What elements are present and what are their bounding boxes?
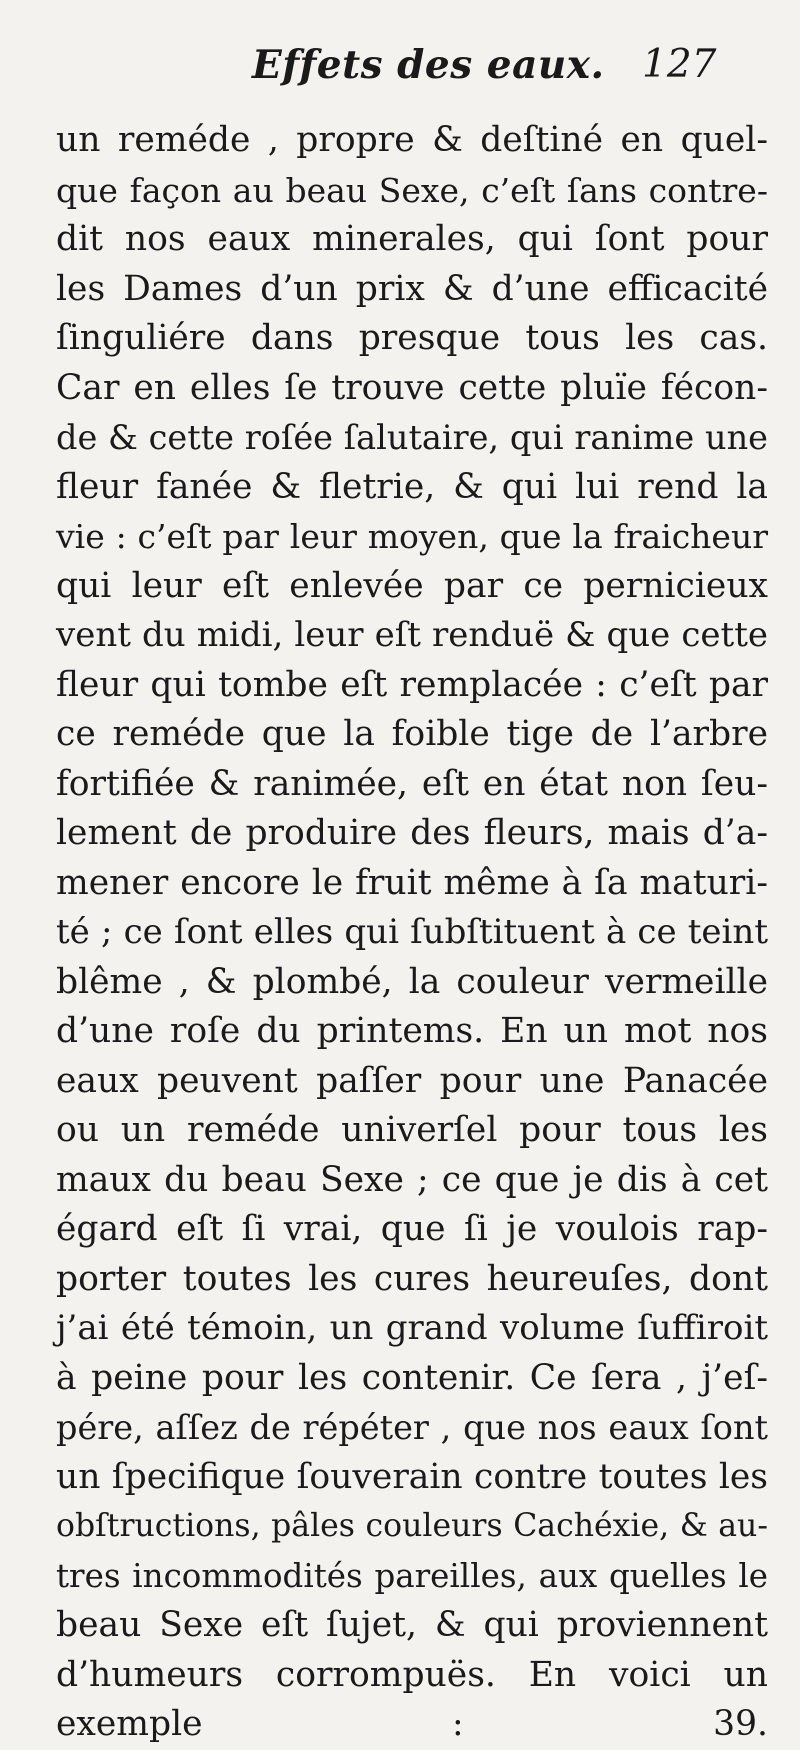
text-line: ſinguliére dans presque tous les cas. (56, 318, 768, 358)
text-line: eaux peuvent paſſer pour une Panacée (56, 1060, 768, 1101)
text-line: fortifiée & ranimée, eſt en état non ſeu- (56, 763, 768, 804)
text-line: les Dames d’un prix & d’une efficacité (56, 268, 768, 309)
text-line: dit nos eaux minerales, qui ſont pour (56, 219, 768, 259)
text-line-catchword: exemple : 39. (56, 1704, 768, 1744)
text-line: un reméde , propre & deſtiné en quel- (56, 120, 768, 160)
text-line: à peine pour les contenir. Ce ſera , j’eſ- (56, 1357, 768, 1398)
page-number: 127 (642, 42, 717, 87)
text-line: maux du beau Sexe ; ce que je dis à cet (56, 1159, 768, 1200)
text-line: tres incommodités pareilles, aux quelles le (56, 1556, 768, 1595)
text-line: j’ai été témoin, un grand volume ſuffiroit (56, 1308, 768, 1348)
text-line: ce reméde que la foible tige de l’arbre (56, 714, 768, 754)
text-line: de & cette roſée ſalutaire, qui ranime une (56, 418, 768, 457)
text-line: blême , & plombé, la couleur vermeille (56, 961, 768, 1002)
text-line: vie : c’eſt par leur moyen, que la fraicheur (56, 517, 768, 556)
running-title: Effets des eaux. (252, 42, 605, 88)
text-line: d’une roſe du printems. En un mot nos (56, 1011, 768, 1051)
text-line: ou un reméde univerſel pour tous les (56, 1110, 768, 1150)
text-line: d’humeurs corrompuës. En voici un (56, 1654, 768, 1695)
text-line: mener encore le fruit même à ſa maturi- (56, 862, 768, 903)
text-line: vent du midi, leur eſt renduë & que cette (56, 615, 768, 655)
text-line: beau Sexe eſt ſujet, & qui proviennent (56, 1605, 768, 1645)
text-line: obſtructions, pâles couleurs Cachéxie, & au- (56, 1508, 768, 1544)
text-line: lement de produire des fleurs, mais d’a- (56, 813, 768, 853)
text-line: que façon au beau Sexe, c’eſt ſans contre- (56, 170, 768, 210)
text-line: fleur qui tombe eſt remplacée : c’eſt par (56, 664, 768, 705)
text-line: porter toutes les cures heureuſes, dont (56, 1258, 768, 1299)
text-line: Car en elles ſe trouve cette pluïe fécon- (56, 367, 768, 408)
text-line: pére, aſſez de répéter , que nos eaux ſont (56, 1408, 768, 1447)
text-line: fleur fanée & fletrie, & qui lui rend la (56, 466, 768, 507)
page-header (0, 38, 800, 98)
text-line: un ſpecifique ſouverain contre toutes les (56, 1456, 768, 1497)
text-line: té ; ce ſont elles qui ſubſtituent à ce teint (56, 912, 768, 952)
body-text (56, 116, 768, 1750)
text-line: égard eſt ſi vrai, que ſi je voulois rap- (56, 1209, 768, 1249)
text-line: qui leur eſt enlevée par ce pernicieux (56, 565, 768, 606)
